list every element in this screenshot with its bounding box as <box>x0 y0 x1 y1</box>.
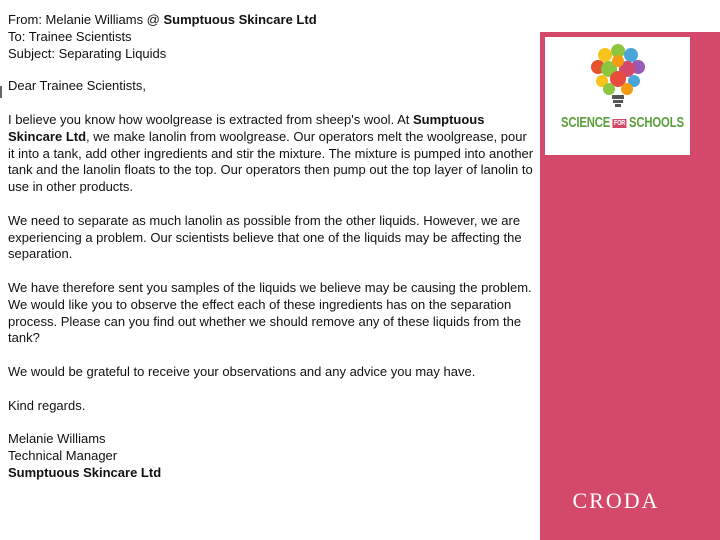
signature-company <box>8 465 534 482</box>
logo-science: SCIENCE <box>560 115 611 131</box>
paragraph-1-text-b: , we make lanolin from woolgrease. Our operators melt the woolgrease, pour it into a tank, add other ingredients and stir the mixture. The mixture is pumped into another tank and the lanolin floats to the top. Our operators then pump out the top layer of lanolin to use in other products. <box>8 128 534 195</box>
to-line: To: Trainee Scientists <box>8 28 132 44</box>
croda-logo: CRODA <box>572 488 660 513</box>
signature-title: Technical Manager <box>8 447 118 463</box>
letter <box>8 12 534 482</box>
signature-company-name: Sumptuous Skincare Ltd <box>8 464 162 480</box>
paragraph-2: We need to separate as much lanolin as possible from the other liquids. However, we are experiencing a problem. Our scientists believe that one of the liquids may be affecting the separation. <box>8 212 522 262</box>
from-company: Sumptuous Skincare Ltd <box>163 12 317 27</box>
logo-for: FOR <box>614 119 626 127</box>
from-line <box>8 12 534 29</box>
signature-name: Melanie Williams <box>8 431 106 447</box>
paragraph-1-text-a: I believe you know how woolgrease is extracted from sheep's wool. At <box>8 111 413 127</box>
subject-line: Subject: Separating Liquids <box>8 45 167 61</box>
logo-schools: SCHOOLS <box>629 115 684 131</box>
lightbulb-icon <box>585 43 651 109</box>
paragraph-3: We have therefore sent you samples of the liquids we believe may be causing the problem. We would like you to observe the effect each of these ingredients has on the separation process. Please can you find out whether we should remove any of these liquids from the tank? <box>8 279 532 346</box>
paragraph-4: We would be grateful to receive your observations and any advice you may have. <box>8 363 476 379</box>
science-for-schools-logo <box>545 37 690 155</box>
paragraph-1-company: Sumptuous Skincare Ltd <box>8 111 485 144</box>
logo-text <box>560 115 684 131</box>
greeting: Dear Trainee Scientists, <box>8 78 147 94</box>
side-accent-line <box>690 96 720 99</box>
paragraph-1 <box>8 112 534 196</box>
margin-tick <box>0 86 2 98</box>
from-label: From: Melanie Williams @ <box>8 12 164 27</box>
closing: Kind regards. <box>8 397 86 413</box>
